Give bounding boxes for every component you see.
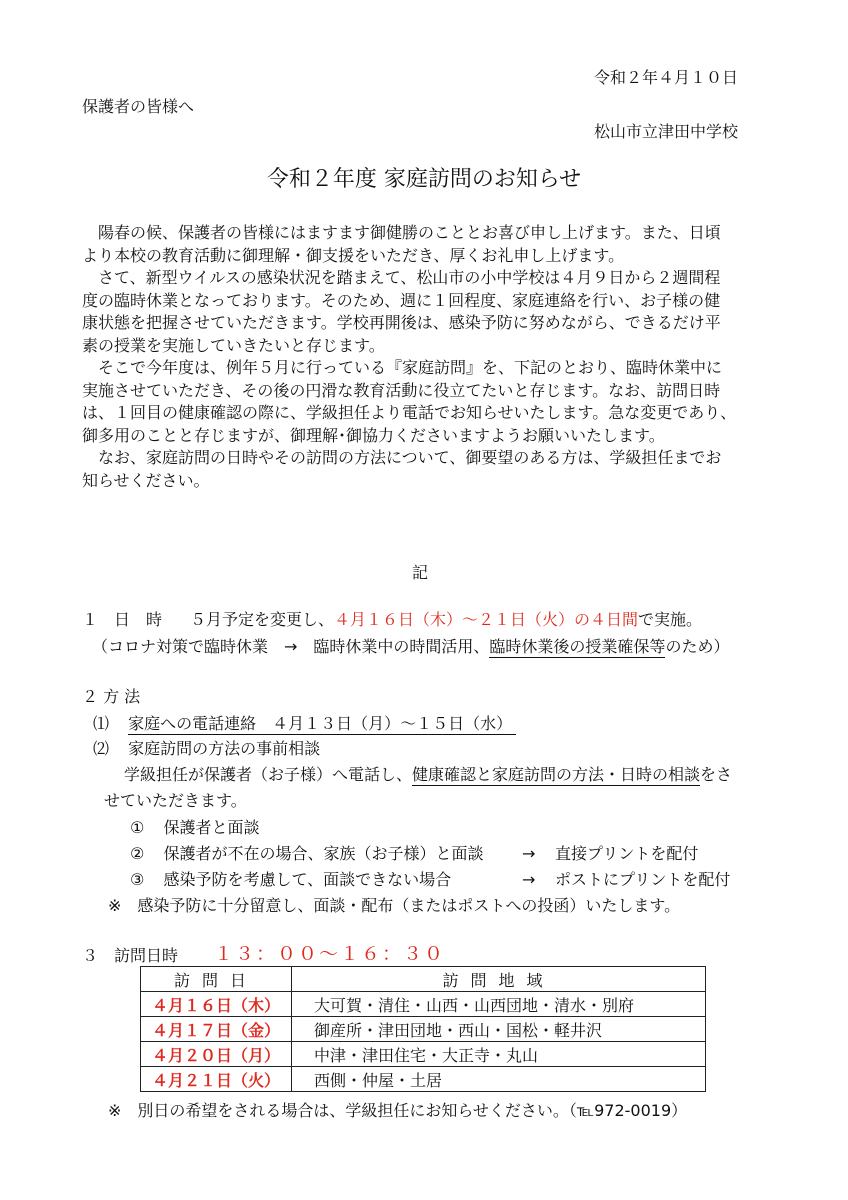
visit-time: １３：００～１６：３０	[214, 943, 446, 965]
option-number: ①	[130, 818, 145, 837]
option-row	[130, 870, 451, 890]
body-line: 御多用のことと存じますが、御理解･御協力くださいますようお願いいたします。	[82, 425, 665, 445]
section1-note-open: （コロナ対策で臨時休業 → 臨時休業中の時間活用、	[92, 637, 490, 656]
section1-note-close: のため）	[665, 637, 730, 656]
desc-underlined: 健康確認と家庭訪問の方法・日時の相談	[412, 765, 701, 784]
option-text: 保護者が不在の場合、家族（お子様）と面談	[163, 844, 484, 863]
section2-description	[124, 765, 732, 785]
body-line: 知らせください。	[82, 470, 210, 490]
item1-number: ⑴	[93, 714, 110, 733]
section1-label: １ 日 時	[82, 610, 163, 629]
body-line: なお、家庭訪問の日時やその訪問の方法について、御要望のある方は、学級担任までお	[82, 448, 722, 467]
section1-text-before: ５月予定を変更し、	[190, 610, 335, 629]
section2-description-line2: せていただきます。	[104, 791, 247, 810]
option-arrow: →	[522, 870, 536, 889]
body-line: 陽春の候、保護者の皆様にはますます御健勝のこととお喜び申し上げます。また、日頃	[82, 223, 721, 242]
section1-highlight: ４月１６日（木）～２１日（火）の４日間	[334, 610, 639, 629]
table-row	[141, 992, 706, 1017]
visit-schedule-table	[140, 966, 706, 1092]
visit-date: ４月１６日（木）	[141, 992, 292, 1017]
option-row	[130, 818, 259, 838]
item2-number: ⑵	[93, 739, 110, 758]
body-line: そこで今年度は、例年５月に行っている『家庭訪問』を、下記のとおり、臨時休業中に	[82, 358, 723, 377]
column-header-area: 訪問地域	[292, 967, 706, 992]
option-action: ポストにプリントを配付	[555, 870, 731, 889]
section1-text-after: で実施。	[638, 610, 703, 629]
section2-item2	[93, 739, 320, 759]
document-date: 令和２年４月１０日	[594, 68, 739, 87]
footer-note: ※ 別日の希望をされる場合は、学級担任にお知らせください。（℡972-0019）	[108, 1101, 688, 1120]
desc-before: 学級担任が保護者（お子様）へ電話し、	[124, 765, 413, 784]
visit-area: 西側・仲屋・土居	[292, 1067, 706, 1092]
page-title: 令和２年度 家庭訪問のお知らせ	[266, 167, 582, 192]
body-line: 康状態を把握させていただきます。学校再開後は、感染予防に努めながら、できるだけ平	[82, 313, 721, 332]
section1-note	[92, 637, 729, 657]
body-line: さて、新型ウイルスの感染状況を踏まえて、松山市の小中学校は４月９日から２週間程	[82, 268, 721, 287]
visit-area: 中津・津田住宅・大正寺・丸山	[292, 1042, 706, 1067]
body-text	[82, 222, 782, 492]
table-row	[141, 1017, 706, 1042]
section1-heading	[82, 610, 702, 630]
body-line: 実施させていただき、その後の円滑な教育活動に役立てたいと存じます。なお、訪問日時	[82, 380, 721, 400]
column-header-date: 訪問日	[141, 967, 292, 992]
section2-heading: ２ 方 法	[82, 687, 141, 706]
sender-school: 松山市立津田中学校	[594, 122, 739, 141]
ki-marker: 記	[412, 563, 429, 582]
visit-area: 大可賀・清住・山西・山西団地・清水・別府	[292, 992, 706, 1017]
option-text: 保護者と面談	[163, 818, 260, 837]
desc-after: をさ	[700, 765, 733, 784]
section2-note: ※ 感染予防に十分留意し、面談・配布（またはポストへの投函）いたします。	[108, 896, 681, 915]
section3-heading: ３ 訪問日時	[82, 946, 179, 965]
item1-text: 家庭への電話連絡 ４月１３日（月）～１５日（水）	[128, 714, 516, 735]
table-header-row	[141, 967, 706, 992]
item2-text: 家庭訪問の方法の事前相談	[128, 739, 321, 758]
table-row	[141, 1042, 706, 1067]
option-arrow: →	[522, 844, 536, 863]
option-number: ②	[130, 844, 145, 863]
option-text: 感染予防を考慮して、面談できない場合	[163, 870, 452, 889]
visit-date: ４月２１日（火）	[141, 1067, 292, 1092]
addressee: 保護者の皆様へ	[82, 97, 195, 116]
section1-note-underlined: 臨時休業後の授業確保等	[489, 637, 666, 656]
body-line: 素の授業を実施していきたいと存じます。	[82, 335, 385, 355]
option-number: ③	[130, 870, 145, 889]
body-line: より本校の教育活動に御理解・御支援をいただき、厚くお礼申し上げます。	[82, 245, 625, 265]
option-row	[130, 844, 483, 864]
table-row	[141, 1067, 706, 1092]
visit-area: 御産所・津田団地・西山・国松・軽井沢	[292, 1017, 706, 1042]
option-action: 直接プリントを配付	[555, 844, 699, 863]
body-line: は、１回目の健康確認の際に、学級担任より電話でお知らせいたします。急な変更であり、	[82, 403, 737, 422]
section2-item1	[93, 714, 516, 734]
body-line: 度の臨時休業となっております。そのため、週に１回程度、家庭連絡を行い、お子様の健	[82, 290, 721, 310]
visit-date: ４月１７日（金）	[141, 1017, 292, 1042]
visit-date: ４月２０日（月）	[141, 1042, 292, 1067]
